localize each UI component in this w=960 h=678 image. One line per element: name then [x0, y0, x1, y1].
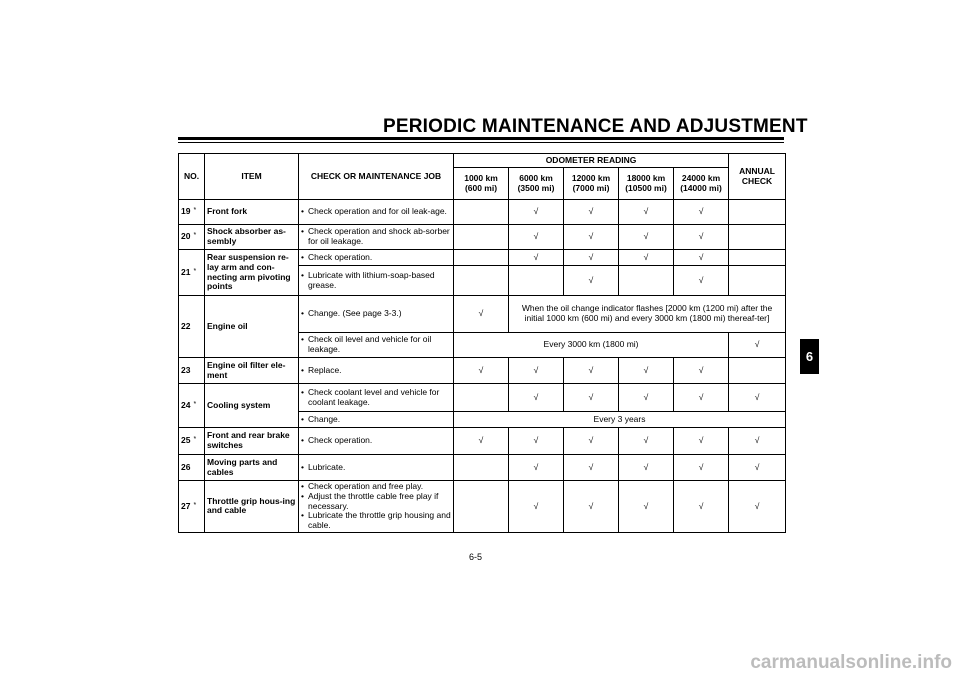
- check-mark: √: [674, 250, 729, 266]
- row-job: Replace.: [308, 364, 342, 375]
- interval-mi: (7000 mi): [572, 182, 610, 193]
- row-number: 27: [181, 500, 191, 511]
- row-job: Lubricate.: [308, 461, 346, 472]
- row-job: Check oil level and vehicle for oil leakage.: [308, 334, 432, 354]
- row-job: Lubricate the throttle grip housing and cable.: [308, 510, 451, 531]
- check-mark: √: [509, 358, 564, 384]
- row-job: Check operation.: [308, 251, 373, 262]
- interval-km: 18000 km: [626, 172, 666, 183]
- row-job: Check coolant level and vehicle for coolant leakage.: [308, 386, 440, 407]
- table-row: [179, 296, 786, 333]
- row-item: Moving parts and cables: [205, 455, 299, 481]
- check-mark: √: [454, 358, 509, 384]
- bullet: •: [301, 510, 304, 521]
- header-interval: [564, 168, 619, 200]
- check-mark: √: [564, 358, 619, 384]
- section-tab: 6: [800, 339, 819, 374]
- table-row: [179, 455, 786, 481]
- row-item: Front fork: [205, 200, 299, 225]
- table-row: [179, 481, 786, 533]
- title-rule-thin: [178, 142, 784, 143]
- maintenance-table: [178, 153, 786, 533]
- table-row: [179, 250, 786, 266]
- check-mark: √: [619, 358, 674, 384]
- row-number: 22: [181, 320, 191, 331]
- check-mark: √: [454, 296, 509, 333]
- check-mark: √: [729, 481, 786, 533]
- check-mark: √: [619, 481, 674, 533]
- check-mark: √: [674, 225, 729, 250]
- bullet: •: [301, 490, 304, 501]
- check-mark: √: [619, 455, 674, 481]
- header-annual: ANNUAL CHECK: [729, 154, 786, 200]
- row-item: Throttle grip hous-ing and cable: [205, 481, 299, 533]
- check-mark: √: [564, 384, 619, 412]
- check-mark: √: [509, 250, 564, 266]
- check-mark: √: [619, 225, 674, 250]
- interval-note: Every 3000 km (1800 mi): [454, 333, 729, 358]
- row-item: Engine oil: [205, 296, 299, 358]
- table-row: [179, 200, 786, 225]
- bullet: •: [301, 413, 304, 424]
- table-row: [179, 384, 786, 412]
- row-item: Front and rear brake switches: [205, 428, 299, 455]
- bullet: •: [301, 386, 304, 397]
- row-item: Rear suspension re-lay arm and con-necting arm pivoting points: [205, 250, 299, 296]
- star-mark: *: [193, 400, 197, 408]
- row-number: 23: [181, 364, 191, 375]
- header-interval: [509, 168, 564, 200]
- page-title: PERIODIC MAINTENANCE AND ADJUSTMENT: [383, 116, 808, 137]
- interval-km: 1000 km: [464, 172, 498, 183]
- star-mark: *: [193, 267, 197, 275]
- row-job: Check operation and for oil leak-age.: [308, 206, 447, 217]
- check-mark: √: [454, 428, 509, 455]
- interval-mi: (600 mi): [464, 182, 498, 193]
- bullet: •: [301, 435, 304, 446]
- row-job: Lubricate with lithium-soap-based grease.: [308, 269, 435, 290]
- check-mark: √: [509, 384, 564, 412]
- interval-km: 24000 km: [681, 172, 721, 183]
- check-mark: √: [509, 455, 564, 481]
- check-mark: √: [729, 455, 786, 481]
- row-job: Check operation and shock ab-sorber for oil leakage.: [308, 226, 450, 246]
- check-mark: √: [674, 481, 729, 533]
- check-mark: √: [619, 250, 674, 266]
- row-number: 26: [181, 461, 191, 472]
- header-interval: [619, 168, 674, 200]
- check-mark: √: [509, 428, 564, 455]
- bullet: •: [301, 364, 304, 375]
- check-mark: √: [564, 455, 619, 481]
- header-item: ITEM: [205, 154, 299, 200]
- header-interval: [454, 168, 509, 200]
- row-item: Cooling system: [205, 384, 299, 428]
- table-row: [179, 428, 786, 455]
- check-mark: √: [729, 428, 786, 455]
- check-mark: √: [509, 225, 564, 250]
- check-mark: √: [509, 200, 564, 225]
- check-mark: √: [564, 481, 619, 533]
- row-job: Check operation.: [308, 435, 373, 446]
- row-job: Change.: [308, 413, 341, 424]
- row-number: 20: [181, 231, 191, 242]
- check-mark: √: [619, 200, 674, 225]
- interval-mi: (14000 mi): [680, 182, 722, 193]
- watermark: carmanualsonline.info: [750, 652, 952, 673]
- bullet: •: [301, 251, 304, 262]
- star-mark: *: [193, 207, 197, 215]
- check-mark: √: [729, 333, 786, 358]
- check-mark: √: [674, 455, 729, 481]
- interval-note: When the oil change indicator flashes [2000 km (1200 mi) after the initial 1000 km (600 mi) and every 3000 km (1800 mi) thereaf-ter]: [509, 296, 786, 333]
- bullet: •: [301, 308, 304, 319]
- check-mark: √: [564, 225, 619, 250]
- check-mark: √: [564, 428, 619, 455]
- star-mark: *: [193, 436, 197, 444]
- check-mark: √: [674, 358, 729, 384]
- page-number: 6-5: [469, 552, 483, 562]
- header-no: NO.: [179, 154, 205, 200]
- row-number: 19: [181, 206, 191, 217]
- interval-note: Every 3 years: [454, 412, 786, 428]
- star-mark: *: [193, 232, 197, 240]
- header-odometer: ODOMETER READING: [454, 154, 729, 168]
- bullet: •: [301, 461, 304, 472]
- check-mark: √: [564, 250, 619, 266]
- check-mark: √: [619, 384, 674, 412]
- row-job: Change. (See page 3-3.): [308, 308, 402, 319]
- row-number: 24: [181, 399, 191, 410]
- check-mark: √: [674, 384, 729, 412]
- interval-km: 6000 km: [519, 172, 553, 183]
- table-row: [179, 225, 786, 250]
- check-mark: √: [674, 200, 729, 225]
- row-item: Shock absorber as-sembly: [205, 225, 299, 250]
- bullet: •: [301, 206, 304, 217]
- row-number: 21: [181, 266, 191, 277]
- title-rule: [178, 137, 784, 140]
- star-mark: *: [193, 501, 197, 509]
- check-mark: √: [674, 266, 729, 296]
- check-mark: √: [564, 266, 619, 296]
- row-job: Adjust the throttle cable free play if necessary.: [308, 490, 439, 511]
- bullet: •: [301, 269, 304, 280]
- bullet: •: [301, 226, 304, 237]
- header-job: CHECK OR MAINTENANCE JOB: [299, 154, 454, 200]
- bullet: •: [301, 481, 304, 491]
- check-mark: √: [729, 384, 786, 412]
- check-mark: √: [619, 428, 674, 455]
- table-row: [179, 358, 786, 384]
- row-number: 25: [181, 435, 191, 446]
- row-item: Engine oil filter ele-ment: [205, 358, 299, 384]
- check-mark: √: [509, 481, 564, 533]
- interval-mi: (10500 mi): [625, 182, 667, 193]
- bullet: •: [301, 334, 304, 345]
- header-interval: [674, 168, 729, 200]
- check-mark: √: [674, 428, 729, 455]
- check-mark: √: [564, 200, 619, 225]
- interval-mi: (3500 mi): [517, 182, 555, 193]
- interval-km: 12000 km: [571, 172, 611, 183]
- row-job: Check operation and free play.: [308, 481, 424, 491]
